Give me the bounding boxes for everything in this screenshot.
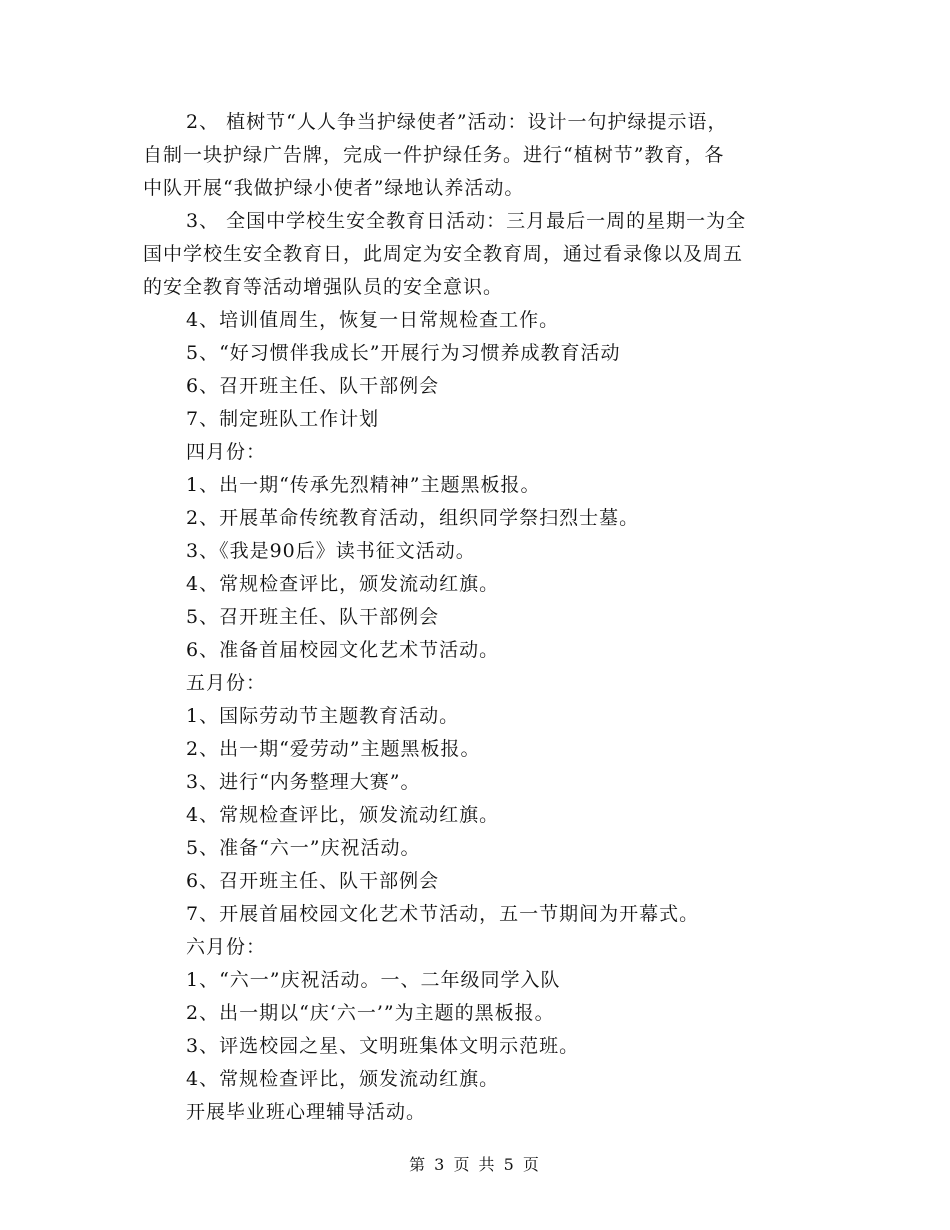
paragraph-line: 4、常规检查评比，颁发流动红旗。 — [186, 804, 500, 826]
paragraph-line: 4、常规检查评比，颁发流动红旗。 — [186, 1068, 500, 1090]
paragraph-line: 3、 全国中学校生安全教育日活动：三月最后一周的星期一为全 — [186, 210, 747, 232]
paragraph-line: 5、准备“六一”庆祝活动。 — [186, 837, 421, 859]
paragraph-line: 的安全教育等活动增强队员的安全意识。 — [143, 276, 504, 298]
paragraph-line: 5、“好习惯伴我成长”开展行为习惯养成教育活动 — [186, 342, 621, 364]
paragraph-line: 2、 植树节“人人争当护绿使者”活动：设计一句护绿提示语， — [186, 111, 728, 133]
paragraph-line: 2、开展革命传统教育活动，组织同学祭扫烈士墓。 — [186, 507, 640, 529]
paragraph-line: 1、国际劳动节主题教育活动。 — [186, 705, 460, 727]
paragraph-line: 6、准备首届校园文化艺术节活动。 — [186, 639, 500, 661]
paragraph-line: 3、《我是90后》读书征文活动。 — [186, 540, 476, 562]
paragraph-line: 4、常规检查评比，颁发流动红旗。 — [186, 573, 500, 595]
paragraph-line: 自制一块护绿广告牌，完成一件护绿任务。进行“植树节”教育，各 — [143, 144, 725, 166]
paragraph-line: 6、召开班主任、队干部例会 — [186, 870, 440, 892]
paragraph-line: 6、召开班主任、队干部例会 — [186, 375, 440, 397]
paragraph-line: 5、召开班主任、队干部例会 — [186, 606, 440, 628]
paragraph-line: 1、出一期“传承先烈精神”主题黑板报。 — [186, 474, 541, 496]
paragraph-line: 4、培训值周生，恢复一日常规检查工作。 — [186, 309, 560, 331]
paragraph-line: 六月份： — [186, 936, 267, 958]
paragraph-line: 3、进行“内务整理大赛”。 — [186, 771, 421, 793]
paragraph-line: 四月份： — [186, 441, 267, 463]
paragraph-line: 7、制定班队工作计划 — [186, 408, 380, 430]
paragraph-line: 国中学校生安全教育日，此周定为安全教育周，通过看录像以及周五 — [143, 243, 744, 265]
paragraph-line: 五月份： — [186, 672, 267, 694]
paragraph-line: 7、开展首届校园文化艺术节活动，五一节期间为开幕式。 — [186, 903, 700, 925]
paragraph-line: 3、评选校园之星、文明班集体文明示范班。 — [186, 1035, 580, 1057]
page-footer: 第 3 页 共 5 页 — [409, 1155, 541, 1174]
document-body — [143, 106, 803, 1129]
paragraph-line: 2、出一期以“庆‘六一’”为主题的黑板报。 — [186, 1002, 555, 1024]
paragraph-line: 2、出一期“爱劳动”主题黑板报。 — [186, 738, 481, 760]
paragraph-line: 开展毕业班心理辅导活动。 — [186, 1101, 427, 1123]
paragraph-line: 中队开展“我做护绿小使者”绿地认养活动。 — [143, 177, 525, 199]
paragraph-line: 1、“六一”庆祝活动。一、二年级同学入队 — [186, 969, 561, 991]
